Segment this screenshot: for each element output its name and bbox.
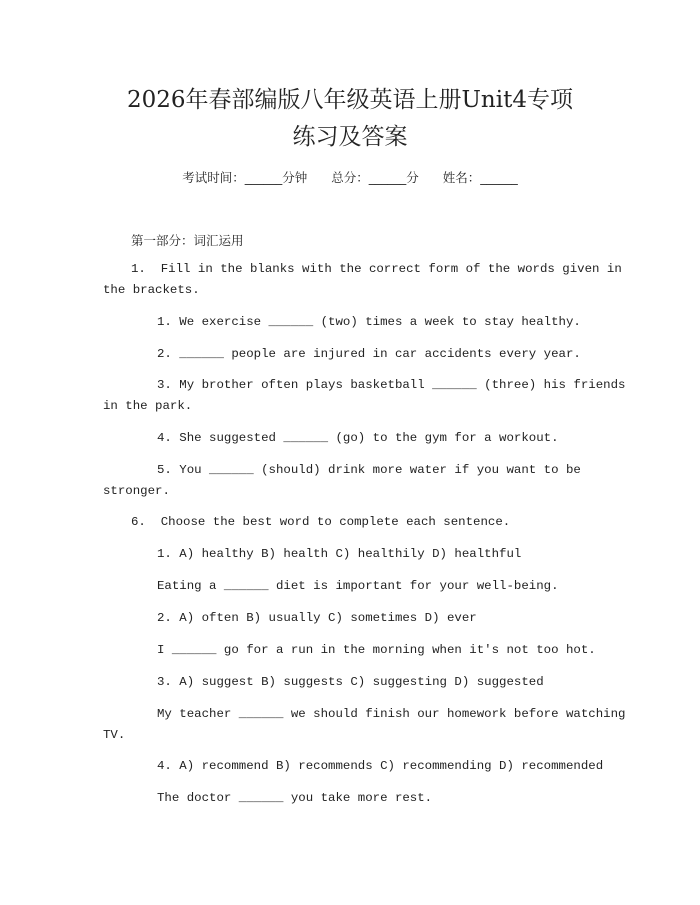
q6-item-3-sentence: My teacher ______ we should finish our homework before watching xyxy=(157,707,626,721)
q1-item-5: 5. You ______ (should) drink more water if you want to be xyxy=(157,463,581,477)
student-name-field: 姓名：______ xyxy=(442,170,518,185)
q1-item-3-cont: in the park. xyxy=(103,399,193,413)
exam-info-row xyxy=(0,168,700,186)
q1-item-1: 1. We exercise ______ (two) times a week to stay healthy. xyxy=(157,315,581,329)
q1-item-4: 4. She suggested ______ (go) to the gym for a workout. xyxy=(157,431,559,445)
document-title-line2: 练习及答案 xyxy=(292,124,408,150)
q6-item-3-sentence-cont: TV. xyxy=(103,728,126,742)
q1-item-2: 2. ______ people are injured in car accidents every year. xyxy=(157,347,581,361)
q6-item-2-options: 2. A) often B) usually C) sometimes D) ever xyxy=(157,611,477,625)
total-score-field: 总分：______分 xyxy=(331,170,419,185)
question1-instruction-cont: the brackets. xyxy=(103,283,200,297)
question1-instruction: 1. Fill in the blanks with the correct form of the words given in xyxy=(131,262,622,276)
q6-item-1-sentence: Eating a ______ diet is important for your well-being. xyxy=(157,579,559,593)
q6-item-2-sentence: I ______ go for a run in the morning when it's not too hot. xyxy=(157,643,596,657)
q6-item-1-options: 1. A) healthy B) health C) healthily D) healthful xyxy=(157,547,522,561)
q6-item-4-sentence: The doctor ______ you take more rest. xyxy=(157,791,433,805)
document-title-line1: 2026年春部编版八年级英语上册Unit4专项 xyxy=(127,87,573,113)
exam-time-field: 考试时间：______分钟 xyxy=(182,170,308,185)
question6-instruction: 6. Choose the best word to complete each sentence. xyxy=(131,515,511,529)
q6-item-4-options: 4. A) recommend B) recommends C) recommending D) recommended xyxy=(157,759,604,773)
q1-item-3: 3. My brother often plays basketball ______ (three) his friends xyxy=(157,378,626,392)
q6-item-3-options: 3. A) suggest B) suggests C) suggesting D) suggested xyxy=(157,675,544,689)
q1-item-5-cont: stronger. xyxy=(103,484,170,498)
part1-heading: 第一部分：词汇运用 xyxy=(131,233,244,248)
